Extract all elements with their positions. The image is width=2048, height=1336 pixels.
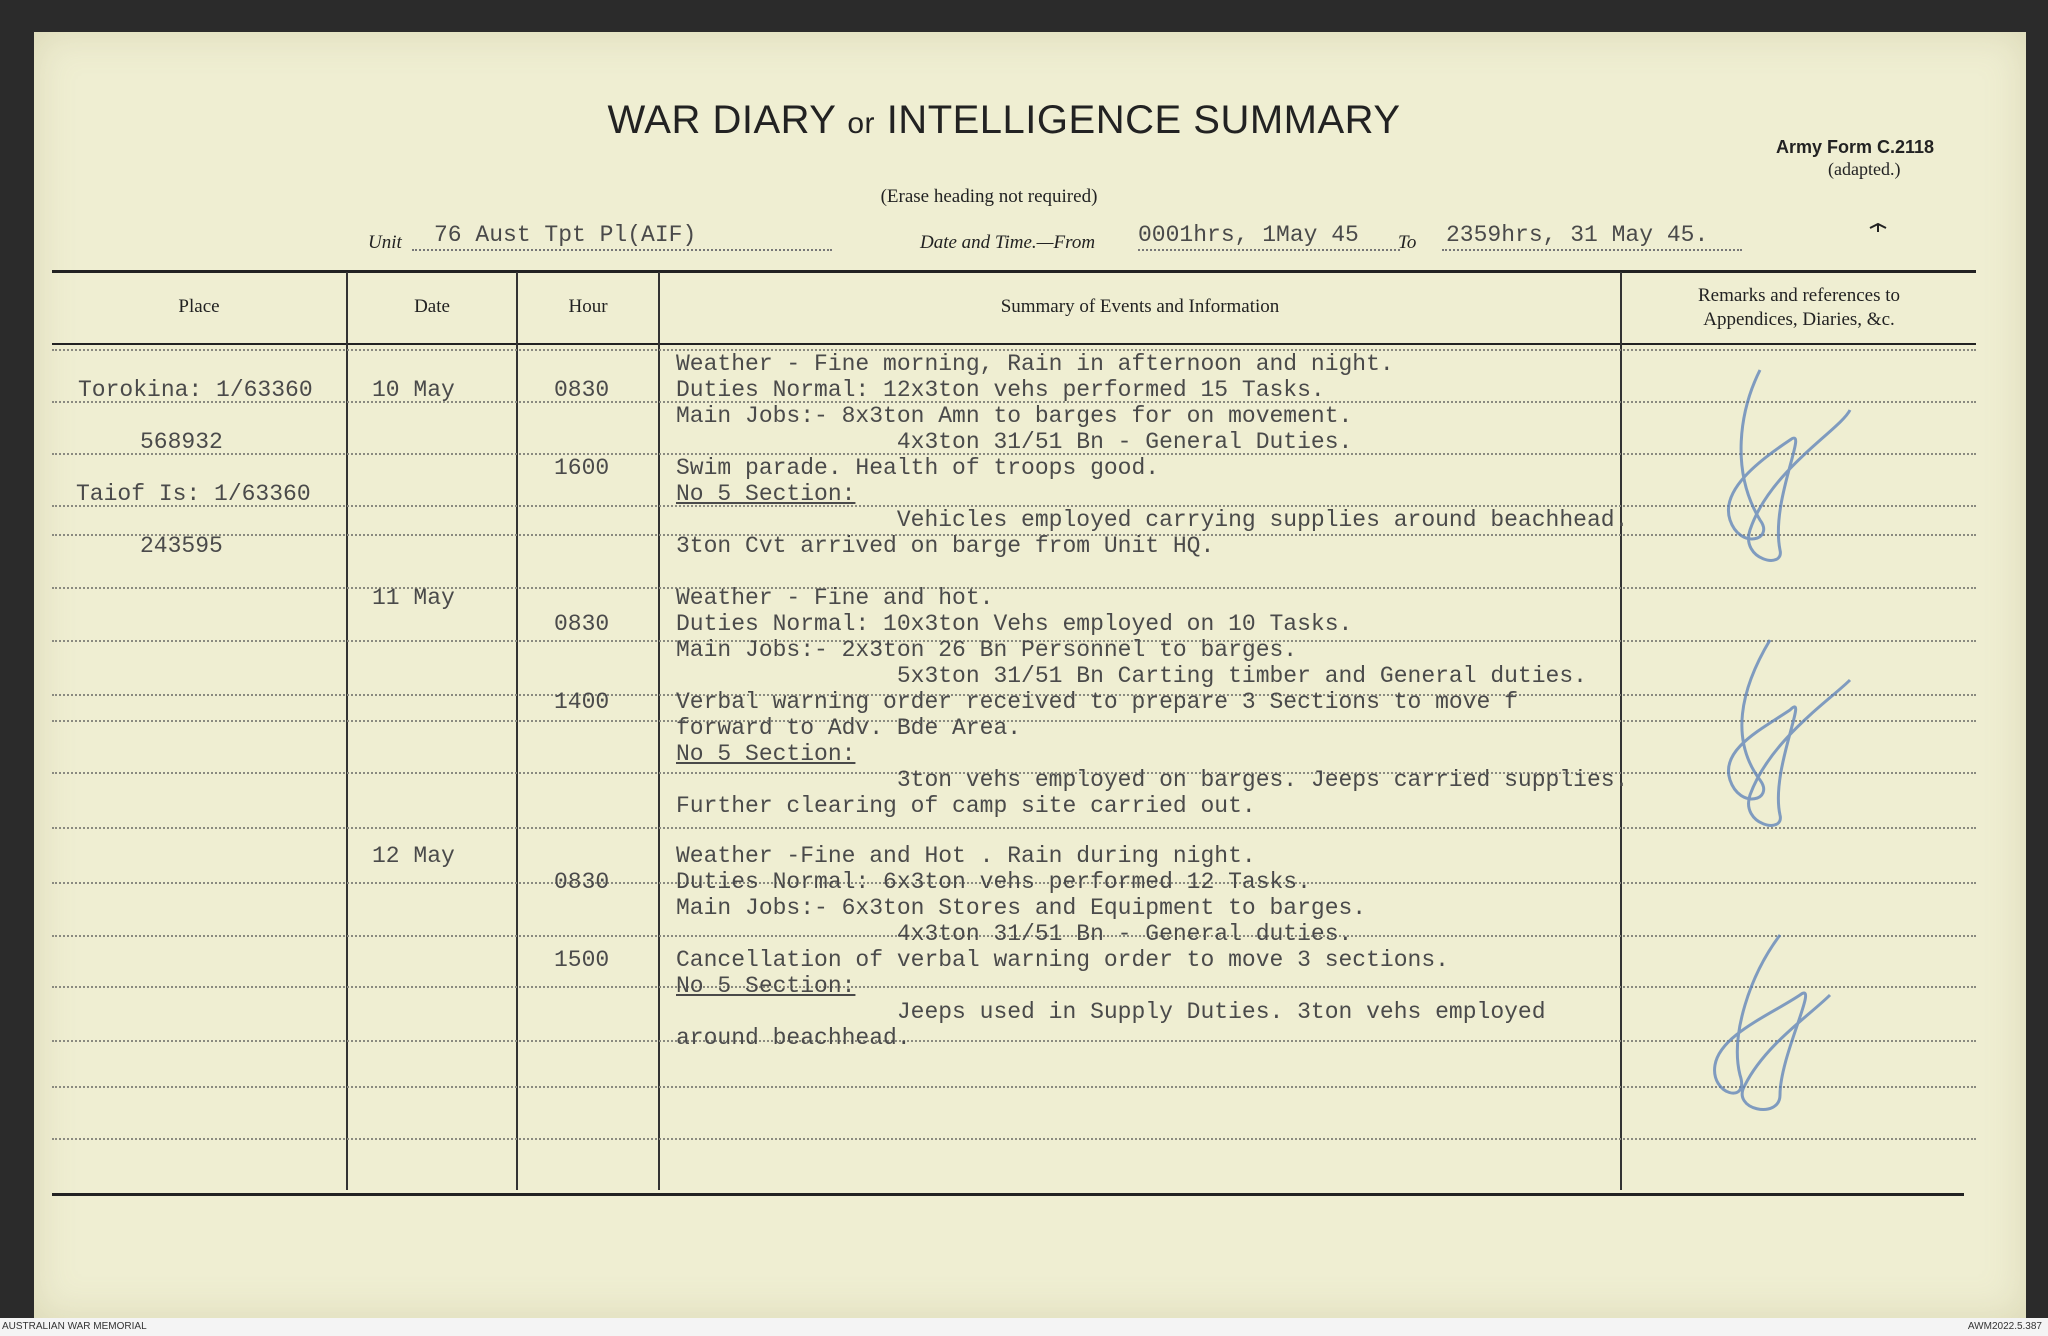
ruled-line: [52, 1138, 1976, 1140]
army-form-label: Army Form C.2118: [1776, 137, 1935, 157]
col-header-place: Place: [178, 296, 220, 317]
unit-label: Unit: [368, 232, 402, 253]
page-title: WAR DIARY or INTELLIGENCE SUMMARY: [607, 98, 1401, 142]
ruled-line: [52, 827, 1976, 829]
pin-mark-icon: [1868, 220, 1888, 234]
table-top-rule: [52, 270, 1976, 273]
entry-hour: 0830: [554, 377, 610, 403]
place-taiof-ref: 243595: [140, 533, 223, 559]
date-from-label: Date and Time.—From: [920, 232, 1096, 253]
date-to-dotline: [1442, 249, 1742, 251]
col-header-date: Date: [414, 296, 450, 317]
adapted-label: (adapted.): [1828, 159, 1901, 179]
entry-hour: 1500: [554, 947, 610, 973]
entry-summary: Weather - Fine morning, Rain in afternoon and night. Duties Normal: 12x3ton vehs performed 15 Tasks. Main Jobs:- 8x3ton Amn to barges for on movement. 4x3ton 31/51 Bn - General Duties. Swim parade. Health of troops good. No 5 Section: Vehicles employed carrying supplies around beachhead. 3ton Cvt arrived on barge from Unit HQ.: [676, 351, 1629, 559]
entry-summary: Weather - Fine and hot. Duties Normal: 10x3ton Vehs employed on 10 Tasks. Main Jobs:- 2x3ton 26 Bn Personnel to barges. 5x3ton 31/51 Bn Carting timber and General duties. Verbal warning order received to prepare 3 Sections to move f forward to Adv. Bde Area. No 5 Section: 3ton vehs employed on barges. Jeeps carried supplies. Further clearing of camp site carried out.: [676, 585, 1629, 819]
entry-hour: 0830: [554, 611, 610, 637]
entry-hour: 0830: [554, 869, 610, 895]
place-taiof: Taiof Is: 1/63360: [76, 481, 311, 507]
table-bottom-rule: [52, 1193, 1964, 1196]
date-to-value: 2359hrs, 31 May 45.: [1446, 222, 1709, 248]
place-torokina: Torokina: 1/63360: [78, 377, 313, 403]
entry-hour: 1400: [554, 689, 610, 715]
entry-date: 10 May: [372, 377, 455, 403]
signature-initials: [1690, 925, 1850, 1125]
ruled-line: [52, 1086, 1976, 1088]
date-from-dotline: [1138, 249, 1400, 251]
col-header-hour: Hour: [568, 296, 608, 317]
archive-footer-bar: [0, 1318, 2048, 1336]
col-header-remarks: Remarks and references to Appendices, Diaries, &c.: [1697, 285, 1901, 330]
place-torokina-ref: 568932: [140, 429, 223, 455]
erase-note: (Erase heading not required): [880, 186, 1098, 207]
signature-initials: [1700, 630, 1860, 840]
unit-dotline: [412, 249, 832, 251]
entry-date: 12 May: [372, 843, 455, 869]
signature-initials: [1700, 350, 1860, 580]
entry-date: 11 May: [372, 585, 455, 611]
col-header-summary: Summary of Events and Information: [1000, 296, 1280, 317]
credit-right: AWM2022.5.387: [1967, 1321, 2042, 1332]
col-divider-date: [516, 272, 518, 1190]
date-to-label: To: [1398, 232, 1417, 253]
col-divider-hour: [658, 272, 660, 1190]
date-from-value: 0001hrs, 1May 45: [1138, 222, 1359, 248]
credit-left: AUSTRALIAN WAR MEMORIAL: [2, 1321, 147, 1332]
table-header-rule: [52, 343, 1976, 345]
col-divider-place: [346, 272, 348, 1190]
entry-summary: Weather -Fine and Hot . Rain during night. Duties Normal: 6x3ton vehs performed 12 Tasks. Main Jobs:- 6x3ton Stores and Equipment to barges. 4x3ton 31/51 Bn - General duties. Cancellation of verbal warning order to move 3 sections. No 5 Section: Jeeps used in Supply Duties. 3ton vehs employed around beachhead.: [676, 843, 1546, 1051]
entry-hour: 1600: [554, 455, 610, 481]
unit-value: 76 Aust Tpt Pl(AIF): [434, 222, 697, 248]
